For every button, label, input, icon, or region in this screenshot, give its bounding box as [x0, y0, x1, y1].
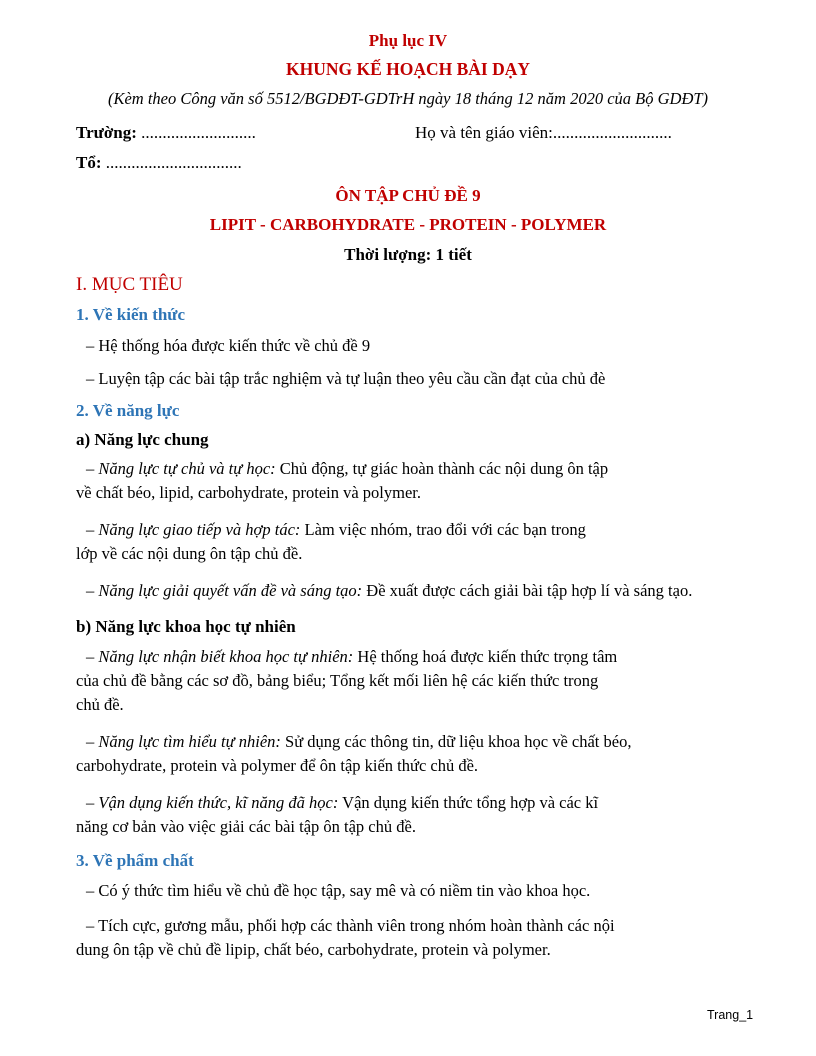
school-label: Trường:	[76, 123, 137, 142]
list-item: – Tích cực, gương mẫu, phối hợp các thành viên trong nhóm hoàn thành các nội dung ôn tập về chủ đề lipip, chất béo, carbohydrate, protein và polymer.	[76, 916, 615, 959]
list-item: – Năng lực tìm hiểu tự nhiên: Sử dụng các thông tin, dữ liệu khoa học về chất béo, carbohydrate, protein và polymer để ôn tập kiến thức chủ đề.	[76, 732, 632, 775]
group-label: Tổ:	[76, 153, 102, 172]
list-item: – Năng lực nhận biết khoa học tự nhiên: Hệ thống hoá được kiến thức trọng tâm của chủ đề bằng các sơ đồ, bảng biểu; Tổng kết mối liên hệ các kiến thức trong chủ đề.	[76, 647, 618, 714]
attachment-note: (Kèm theo Công văn số 5512/BGDĐT-GDTrH ngày 18 tháng 12 năm 2020 của Bộ GDĐT)	[107, 89, 709, 108]
list-item: – Năng lực giải quyết vấn đề và sáng tạo: Đề xuất được cách giải bài tập hợp lí và sáng tạo.	[86, 581, 693, 600]
frame-title: KHUNG KẾ HOẠCH BÀI DẠY	[285, 59, 531, 79]
section-heading-objectives: I. MỤC TIÊU	[76, 274, 183, 295]
subsection-heading-qualities: 3. Về phẩm chất	[76, 851, 194, 870]
subsection-heading-knowledge: 1. Về kiến thức	[76, 305, 186, 324]
teacher-value: ............................	[552, 123, 672, 142]
list-item: – Có ý thức tìm hiểu về chủ đề học tập, say mê và có niềm tin vào khoa học.	[86, 881, 591, 900]
duration: Thời lượng: 1 tiết	[344, 245, 472, 264]
teacher-field	[415, 123, 672, 143]
school-value: ...........................	[141, 123, 256, 142]
list-item: – Năng lực tự chủ và tự học: Chủ động, tự giác hoàn thành các nội dung ôn tập về chất béo, lipid, carbohydrate, protein và polymer.	[76, 459, 609, 502]
group-field	[76, 153, 242, 173]
group-value: ................................	[105, 153, 242, 172]
topic-title: LIPIT - CARBOHYDRATE - PROTEIN - POLYMER	[209, 215, 607, 234]
heading-general-competence: a) Năng lực chung	[76, 430, 209, 449]
list-item: – Hệ thống hóa được kiến thức về chủ đề 9	[86, 336, 371, 355]
teacher-label: Họ và tên giáo viên:	[415, 123, 553, 142]
heading-science-competence: b) Năng lực khoa học tự nhiên	[76, 617, 296, 636]
review-title: ÔN TẬP CHỦ ĐỀ 9	[335, 186, 481, 205]
subsection-heading-competence: 2. Về năng lực	[76, 401, 180, 420]
appendix-label: Phụ lục IV	[368, 31, 448, 50]
list-item: – Luyện tập các bài tập trắc nghiệm và tự luận theo yêu cầu cần đạt của chủ đè	[86, 369, 606, 388]
school-field	[76, 123, 256, 143]
list-item: – Năng lực giao tiếp và hợp tác: Làm việc nhóm, trao đổi với các bạn trong lớp về các nội dung ôn tập chủ đề.	[76, 520, 586, 563]
list-item: – Vận dụng kiến thức, kĩ năng đã học: Vận dụng kiến thức tổng hợp và các kĩ năng cơ bản vào việc giải các bài tập ôn tập chủ đề.	[76, 793, 599, 836]
page-number: Trang_1	[707, 1008, 754, 1022]
